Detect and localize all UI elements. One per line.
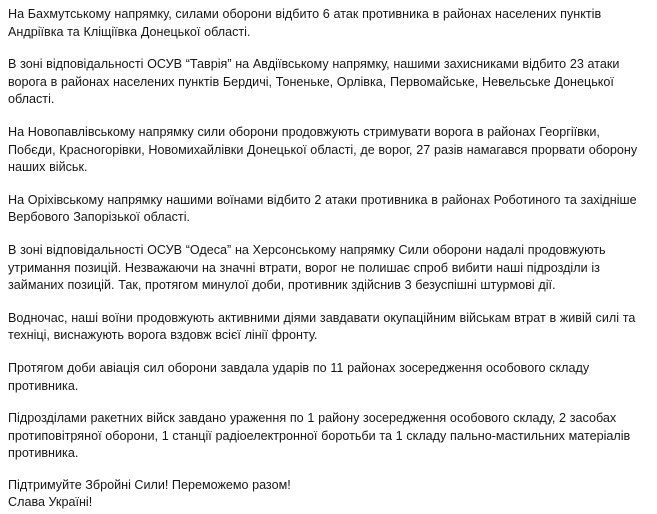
signature-support-line: Підтримуйте Збройні Сили! Переможемо разом! — [8, 477, 291, 492]
paragraph-general-actions: Водночас, наші воїни продовжують активними діями завдавати окупаційним військам втрат в живій силі та техніці, виснажують ворога вздовж всієї лінії фронту. — [8, 310, 636, 343]
paragraph-novopavlivka: На Новопавлівському напрямку сили оборони продовжують стримувати ворога в районах Георгіївки, Побєди, Красногорівки, Новомихайлівки Донецької області, де ворог, 27 разів намагався прорвати оборону наших військ. — [8, 124, 638, 175]
signature-block — [8, 477, 647, 512]
paragraph-orikhiv: На Оріхівському напрямку нашими воїнами відбито 2 атаки противника в районах Роботиного та західніше Вербового Запорізької області. — [8, 192, 637, 225]
paragraph-aviation: Протягом доби авіація сил оборони завдала ударів по 11 районах зосередження особового складу противника. — [8, 360, 590, 393]
paragraph-kherson: В зоні відповідальності ОСУВ “Одеса” на Херсонському напрямку Сили оборони надалі продовжують утримання позицій. Незважаючи на значні втрати, ворог не полишає спроб вибити наші підрозділи із займаних позицій. Так, протягом минулої доби, противник здійснив 3 безуспішні штурмові дії. — [8, 242, 606, 293]
signature-glory-line: Слава Україні! — [8, 495, 93, 510]
paragraph-bakhmut: На Бахмутському напрямку, силами оборони відбито 6 атак противника в районах населених пунктів Андріївка та Кліщіївка Донецької області. — [8, 7, 602, 39]
paragraph-avdiivka: В зоні відповідальності ОСУВ “Таврія” на Авдіївському напрямку, нашими захисниками відбито 23 атаки ворога в районах населених пунктів Бердичі, Тоненьке, Орлівка, Первомайське, Невельське Донецької області. — [8, 57, 620, 107]
paragraph-missile-forces: Підрозділами ракетних війск завдано ураження по 1 району зосередження особового складу, 2 засобах протиповітряної оборони, 1 станції радіоелектронної боротьби та 1 складу пально-мастильних матеріалів противника. — [8, 411, 631, 461]
